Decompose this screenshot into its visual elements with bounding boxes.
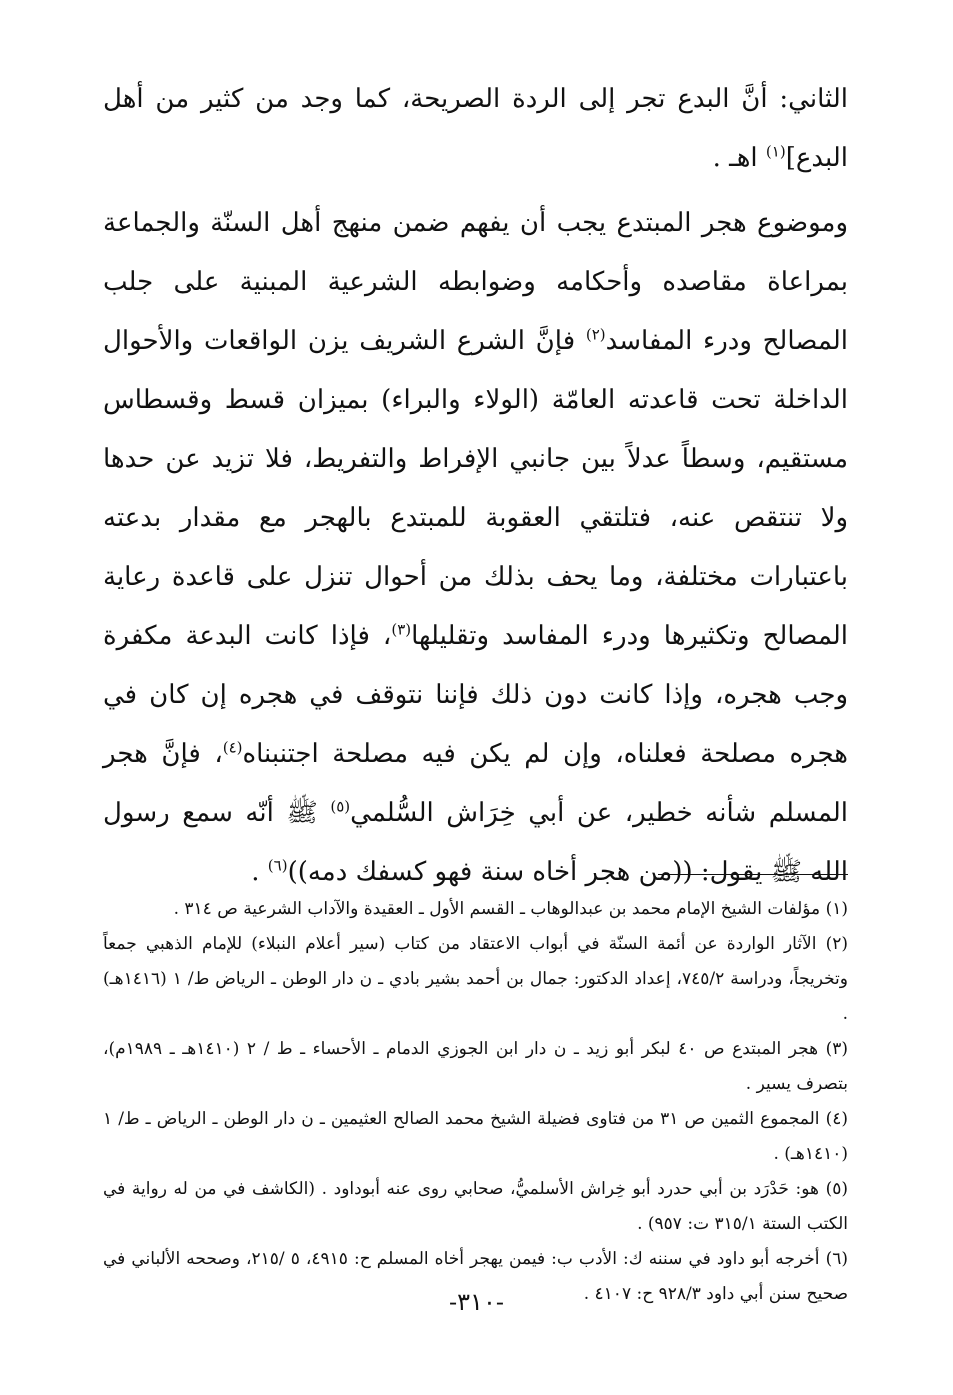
paragraph-2-text-c: ، فإذا كانت البدعة مكفرة وجب هجره، وإذا كانت دون ذلك فإننا نتوقف في هجره إن كان في هجره مصلحة فعلناه، وإن لم يكن فيه مصلحة اجتنبناه — [103, 621, 848, 769]
paragraph-2 — [103, 194, 848, 902]
paragraph-2-text-e: ﷺ أنّه سمع رسول الله ﷺ يقول: ((من هجر أخاه سنة فهو كسفك دمه)) — [103, 798, 848, 887]
footnote-divider — [658, 874, 848, 875]
footnote-6: (٦) أخرجه أبو داود في سننه ك: الأدب ب: فيمن يهجر أخاه المسلم ح: ٤٩١٥، ٥ /٢١٥، وصححه الألباني في صحيح سنن أبي داود ٩٢٨/٣ ح: ٤١٠٧ . — [103, 1249, 848, 1304]
paragraph-2-text-b: فإنَّ الشرع الشريف يزن الواقعات والأحوال الداخلة تحت قاعدته العامّة (الولاء والبراء) بميزان قسط وقسطاس مستقيم، وسطاً عدلاً بين جانبي الإفراط والتفريط، فلا تزيد عن حدها ولا تنتقص عنه، فتلتقي العقوبة للمبتدع بالهجر مع مقدار بدعته باعتبارات مختلفة، وما يحف بذلك من أحوال تنزل على قاعدة رعاية المصالح وتكثيرها ودرء المفاسد وتقليلها — [103, 326, 848, 651]
footnote-3: (٣) هجر المبتدع ص ٤٠ لبكر أبو زيد ـ ن دار ابن الجوزي الدمام ـ الأحساء ـ ط / ٢ (١٤١٠هـ ـ ١٩٨٩م)، بتصرف يسير . — [103, 1039, 848, 1094]
footnotes — [103, 892, 848, 1312]
footnote-1: (١) مؤلفات الشيخ الإمام محمد بن عبدالوهاب ـ القسم الأول ـ العقيدة والآداب الشرعية ص ٣١٤ . — [173, 899, 848, 919]
footnote-5: (٥) هو: حَدْرَد بن أبي حدرد أبو خِراش الأسلميُّ، صحابي روى عنه أبوداود . (الكاشف في من له رواية في الكتب الستة ٣١٥/١ ت: ٩٥٧) . — [103, 1179, 848, 1234]
paragraph-1 — [103, 70, 848, 188]
paragraph-2-text-a: وموضوع هجر المبتدع يجب أن يفهم ضمن منهج أهل السنّة والجماعة بمراعاة مقاصده وأحكامه وضوابطه الشرعية المبنية على جلب المصالح ودرء المفاسد — [103, 208, 849, 356]
footnote-ref-6: (٦) — [267, 856, 288, 875]
footnote-ref-3: (٣) — [391, 620, 412, 639]
footnote-2: (٢) الآثار الواردة عن أئمة السنّة في أبواب الاعتقاد من كتاب (سير أعلام النبلاء) للإمام الذهبي جمعاً وتخريجاً، ودراسة ٧٤٥/٢، إعداد الدكتور: جمال بن أحمد بشير بادي ـ ن دار الوطن ـ الرياض ط/ ١ (١٤١٦هـ) . — [103, 934, 848, 1024]
footnote-ref-4: (٤) — [222, 738, 243, 757]
paragraph-1-tail: اهـ . — [712, 143, 766, 173]
main-text — [103, 70, 848, 902]
paragraph-1-text: الثاني: أنَّ البدع تجر إلى الردة الصريحة، كما وجد من كثير من أهل البدع] — [103, 84, 848, 173]
footnote-4: (٤) المجموع الثمين ص ٣١ من فتاوى فضيلة الشيخ محمد الصالح العثيمين ـ ن دار الوطن ـ الرياض ـ ط/ ١ (١٤١٠هـ) . — [103, 1109, 848, 1164]
footnote-ref-5: (٥) — [330, 797, 351, 816]
footnote-ref-2: (٢) — [585, 325, 606, 344]
page-number: -٣١٠- — [449, 1288, 504, 1316]
paragraph-2-text-d: ، فإنَّ هجر المسلم شأنه خطير، عن أبي خِرَاش السُّلمي — [103, 739, 849, 828]
footnote-ref-1: (١) — [765, 142, 786, 161]
paragraph-2-text-f: . — [251, 857, 268, 887]
